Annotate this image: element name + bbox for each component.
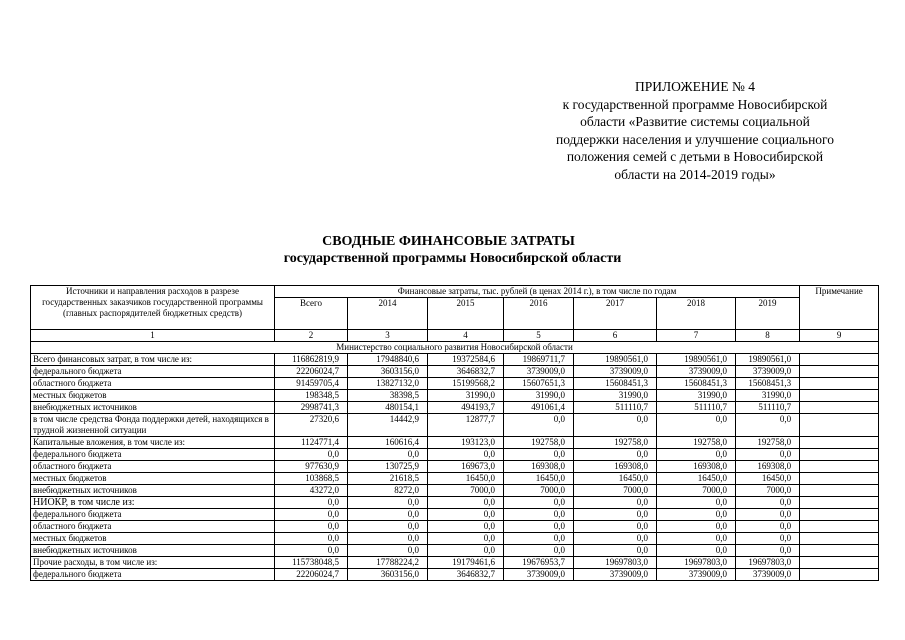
row-value: 14442,9 — [348, 414, 428, 437]
row-value: 0,0 — [736, 545, 800, 557]
table-row — [31, 509, 879, 521]
column-number: 9 — [800, 330, 879, 342]
row-label: федерального бюджета — [31, 569, 275, 581]
row-value: 19890561,0 — [574, 354, 657, 366]
appendix-line: поддержки населения и улучшение социального — [555, 131, 835, 147]
row-value: 3646832,7 — [428, 569, 504, 581]
row-value: 480154,1 — [348, 402, 428, 414]
row-value: 3739009,0 — [736, 366, 800, 378]
row-value: 15608451,3 — [736, 378, 800, 390]
table-row — [31, 533, 879, 545]
row-value: 0,0 — [574, 497, 657, 509]
row-note — [800, 461, 879, 473]
row-label: внебюджетных источников — [31, 545, 275, 557]
column-number: 3 — [348, 330, 428, 342]
row-value: 3739009,0 — [574, 366, 657, 378]
table-row — [31, 461, 879, 473]
row-value: 3739009,0 — [657, 366, 736, 378]
row-value: 16450,0 — [428, 473, 504, 485]
row-value: 0,0 — [275, 497, 348, 509]
row-value: 103868,5 — [275, 473, 348, 485]
row-value: 0,0 — [574, 545, 657, 557]
row-value: 3739009,0 — [657, 569, 736, 581]
row-note — [800, 354, 879, 366]
row-value: 2998741,3 — [275, 402, 348, 414]
row-value: 38398,5 — [348, 390, 428, 402]
row-value: 8272,0 — [348, 485, 428, 497]
header-financial: Финансовые затраты, тыс. рублей (в ценах 2014 г.), в том числе по годам — [275, 286, 800, 298]
row-value: 16450,0 — [736, 473, 800, 485]
row-value: 19372584,6 — [428, 354, 504, 366]
row-value: 0,0 — [657, 497, 736, 509]
row-value: 19676953,7 — [504, 557, 574, 569]
row-value: 0,0 — [574, 509, 657, 521]
row-value: 15199568,2 — [428, 378, 504, 390]
row-value: 3739009,0 — [504, 569, 574, 581]
row-value: 511110,7 — [736, 402, 800, 414]
row-value: 15608451,3 — [657, 378, 736, 390]
header-year: 2014 — [348, 298, 428, 330]
row-label: федерального бюджета — [31, 509, 275, 521]
table-row — [31, 414, 879, 437]
column-number: 5 — [504, 330, 574, 342]
row-note — [800, 402, 879, 414]
row-value: 27320,6 — [275, 414, 348, 437]
row-value: 0,0 — [657, 449, 736, 461]
row-value: 16450,0 — [657, 473, 736, 485]
row-value: 0,0 — [348, 521, 428, 533]
row-value: 19697803,0 — [736, 557, 800, 569]
row-label: местных бюджетов — [31, 390, 275, 402]
row-value: 0,0 — [736, 509, 800, 521]
row-note — [800, 509, 879, 521]
row-value: 0,0 — [736, 449, 800, 461]
row-value: 0,0 — [504, 497, 574, 509]
row-value: 169308,0 — [736, 461, 800, 473]
table-row — [31, 545, 879, 557]
row-value: 22206024,7 — [275, 569, 348, 581]
row-value: 160616,4 — [348, 437, 428, 449]
row-value: 511110,7 — [657, 402, 736, 414]
row-value: 0,0 — [428, 545, 504, 557]
row-value: 7000,0 — [736, 485, 800, 497]
column-number: 6 — [574, 330, 657, 342]
row-value: 0,0 — [428, 533, 504, 545]
row-value: 977630,9 — [275, 461, 348, 473]
row-value: 21618,5 — [348, 473, 428, 485]
row-value: 0,0 — [348, 533, 428, 545]
row-value: 494193,7 — [428, 402, 504, 414]
header-year: 2017 — [574, 298, 657, 330]
row-value: 0,0 — [504, 414, 574, 437]
row-value: 19890561,0 — [736, 354, 800, 366]
row-note — [800, 521, 879, 533]
header-year: 2019 — [736, 298, 800, 330]
row-value: 0,0 — [736, 533, 800, 545]
row-value: 0,0 — [657, 533, 736, 545]
row-value: 0,0 — [275, 449, 348, 461]
appendix-number: ПРИЛОЖЕНИЕ № 4 — [634, 79, 756, 94]
table-row — [31, 390, 879, 402]
row-note — [800, 366, 879, 378]
row-value: 19697803,0 — [574, 557, 657, 569]
row-note — [800, 437, 879, 449]
row-value: 7000,0 — [428, 485, 504, 497]
column-number-row — [31, 330, 879, 342]
row-value: 169308,0 — [504, 461, 574, 473]
row-label: Капитальные вложения, в том числе из: — [31, 437, 275, 449]
row-value: 31990,0 — [736, 390, 800, 402]
table-row — [31, 521, 879, 533]
header-year: 2016 — [504, 298, 574, 330]
row-value: 3739009,0 — [574, 569, 657, 581]
row-value: 491061,4 — [504, 402, 574, 414]
row-note — [800, 378, 879, 390]
row-value: 1124771,4 — [275, 437, 348, 449]
row-note — [800, 533, 879, 545]
row-value: 0,0 — [574, 533, 657, 545]
row-value: 22206024,7 — [275, 366, 348, 378]
row-value: 0,0 — [736, 414, 800, 437]
section-title: Министерство социального развития Новосибирской области — [31, 342, 879, 354]
row-value: 0,0 — [348, 509, 428, 521]
row-note — [800, 557, 879, 569]
row-label: местных бюджетов — [31, 473, 275, 485]
table-row — [31, 354, 879, 366]
document-subtitle: государственной программы Новосибирской области — [283, 251, 622, 266]
row-value: 3739009,0 — [736, 569, 800, 581]
column-number: 8 — [736, 330, 800, 342]
row-note — [800, 473, 879, 485]
row-value: 12877,7 — [428, 414, 504, 437]
table-row — [31, 402, 879, 414]
header-year: 2018 — [657, 298, 736, 330]
appendix-block — [520, 78, 870, 183]
row-value: 91459705,4 — [275, 378, 348, 390]
column-number: 7 — [657, 330, 736, 342]
row-value: 511110,7 — [574, 402, 657, 414]
table-row — [31, 366, 879, 378]
row-value: 19869711,7 — [504, 354, 574, 366]
row-label: Прочие расходы, в том числе из: — [31, 557, 275, 569]
row-value: 193123,0 — [428, 437, 504, 449]
row-value: 31990,0 — [504, 390, 574, 402]
table-row — [31, 449, 879, 461]
row-value: 0,0 — [657, 414, 736, 437]
row-value: 0,0 — [428, 449, 504, 461]
row-value: 0,0 — [736, 521, 800, 533]
row-value: 0,0 — [348, 497, 428, 509]
row-note — [800, 545, 879, 557]
row-label: областного бюджета — [31, 521, 275, 533]
table-header-row — [31, 286, 879, 298]
row-value: 3646832,7 — [428, 366, 504, 378]
row-label: местных бюджетов — [31, 533, 275, 545]
row-value: 169673,0 — [428, 461, 504, 473]
row-value: 15608451,3 — [574, 378, 657, 390]
row-value: 0,0 — [504, 533, 574, 545]
section-row — [31, 342, 879, 354]
financial-table — [30, 285, 879, 581]
column-number: 4 — [428, 330, 504, 342]
row-value: 192758,0 — [504, 437, 574, 449]
row-label: в том числе средства Фонда поддержки детей, находящихся в трудной жизненной ситуации — [31, 414, 275, 437]
row-value: 130725,9 — [348, 461, 428, 473]
appendix-line: к государственной программе Новосибирской — [562, 96, 828, 112]
row-value: 3603156,0 — [348, 569, 428, 581]
header-note: Примечание — [800, 286, 879, 330]
row-value: 0,0 — [574, 521, 657, 533]
row-value: 31990,0 — [657, 390, 736, 402]
row-value: 0,0 — [574, 449, 657, 461]
appendix-line: области на 2014-2019 годы» — [614, 166, 776, 182]
row-value: 31990,0 — [574, 390, 657, 402]
row-value: 3603156,0 — [348, 366, 428, 378]
column-number: 2 — [275, 330, 348, 342]
row-value: 43272,0 — [275, 485, 348, 497]
row-value: 169308,0 — [574, 461, 657, 473]
row-value: 17948840,6 — [348, 354, 428, 366]
row-label: областного бюджета — [31, 378, 275, 390]
row-value: 19179461,6 — [428, 557, 504, 569]
row-value: 192758,0 — [657, 437, 736, 449]
row-note — [800, 449, 879, 461]
row-label: федерального бюджета — [31, 366, 275, 378]
row-value: 0,0 — [657, 545, 736, 557]
row-value: 0,0 — [657, 509, 736, 521]
row-note — [800, 569, 879, 581]
row-label: Всего финансовых затрат, в том числе из: — [31, 354, 275, 366]
table-row — [31, 473, 879, 485]
row-label: НИОКР, в том числе из: — [31, 497, 275, 509]
row-value: 0,0 — [504, 521, 574, 533]
row-value: 13827132,0 — [348, 378, 428, 390]
row-value: 192758,0 — [574, 437, 657, 449]
row-value: 116862819,9 — [275, 354, 348, 366]
row-value: 7000,0 — [504, 485, 574, 497]
row-value: 16450,0 — [574, 473, 657, 485]
row-value: 15607651,3 — [504, 378, 574, 390]
row-value: 7000,0 — [574, 485, 657, 497]
row-label: внебюджетных источников — [31, 485, 275, 497]
row-value: 0,0 — [275, 545, 348, 557]
appendix-line: области «Развитие системы социальной — [580, 114, 810, 129]
header-total: Всего — [275, 298, 348, 330]
row-note — [800, 390, 879, 402]
row-label: внебюджетных источников — [31, 402, 275, 414]
table-row — [31, 569, 879, 581]
row-value: 0,0 — [348, 545, 428, 557]
row-value: 0,0 — [504, 545, 574, 557]
table-row — [31, 437, 879, 449]
row-value: 0,0 — [428, 521, 504, 533]
row-note — [800, 414, 879, 437]
row-value: 0,0 — [275, 533, 348, 545]
row-value: 0,0 — [504, 449, 574, 461]
row-value: 31990,0 — [428, 390, 504, 402]
header-sources: Источники и направления расходов в разрезе государственных заказчиков государственной программы (главных распорядителей бюджетных средств) — [31, 286, 275, 330]
row-value: 19890561,0 — [657, 354, 736, 366]
table-row — [31, 497, 879, 509]
header-year: 2015 — [428, 298, 504, 330]
row-label: федерального бюджета — [31, 449, 275, 461]
column-number: 1 — [31, 330, 275, 342]
row-value: 7000,0 — [657, 485, 736, 497]
row-value: 0,0 — [275, 521, 348, 533]
row-value: 3739009,0 — [504, 366, 574, 378]
row-value: 0,0 — [504, 509, 574, 521]
row-label: областного бюджета — [31, 461, 275, 473]
row-value: 0,0 — [736, 497, 800, 509]
row-value: 192758,0 — [736, 437, 800, 449]
row-note — [800, 497, 879, 509]
row-value: 16450,0 — [504, 473, 574, 485]
table-row — [31, 485, 879, 497]
row-value: 0,0 — [428, 509, 504, 521]
row-note — [800, 485, 879, 497]
row-value: 115738048,5 — [275, 557, 348, 569]
row-value: 0,0 — [428, 497, 504, 509]
table-row — [31, 378, 879, 390]
row-value: 19697803,0 — [657, 557, 736, 569]
row-value: 0,0 — [657, 521, 736, 533]
appendix-line: положения семей с детьми в Новосибирской — [566, 149, 824, 164]
document-title: СВОДНЫЕ ФИНАНСОВЫЕ ЗАТРАТЫ — [322, 234, 575, 249]
row-value: 0,0 — [348, 449, 428, 461]
table-row — [31, 557, 879, 569]
row-value: 169308,0 — [657, 461, 736, 473]
row-value: 17788224,2 — [348, 557, 428, 569]
row-value: 0,0 — [574, 414, 657, 437]
document-heading — [0, 233, 905, 267]
row-value: 0,0 — [275, 509, 348, 521]
row-value: 198348,5 — [275, 390, 348, 402]
